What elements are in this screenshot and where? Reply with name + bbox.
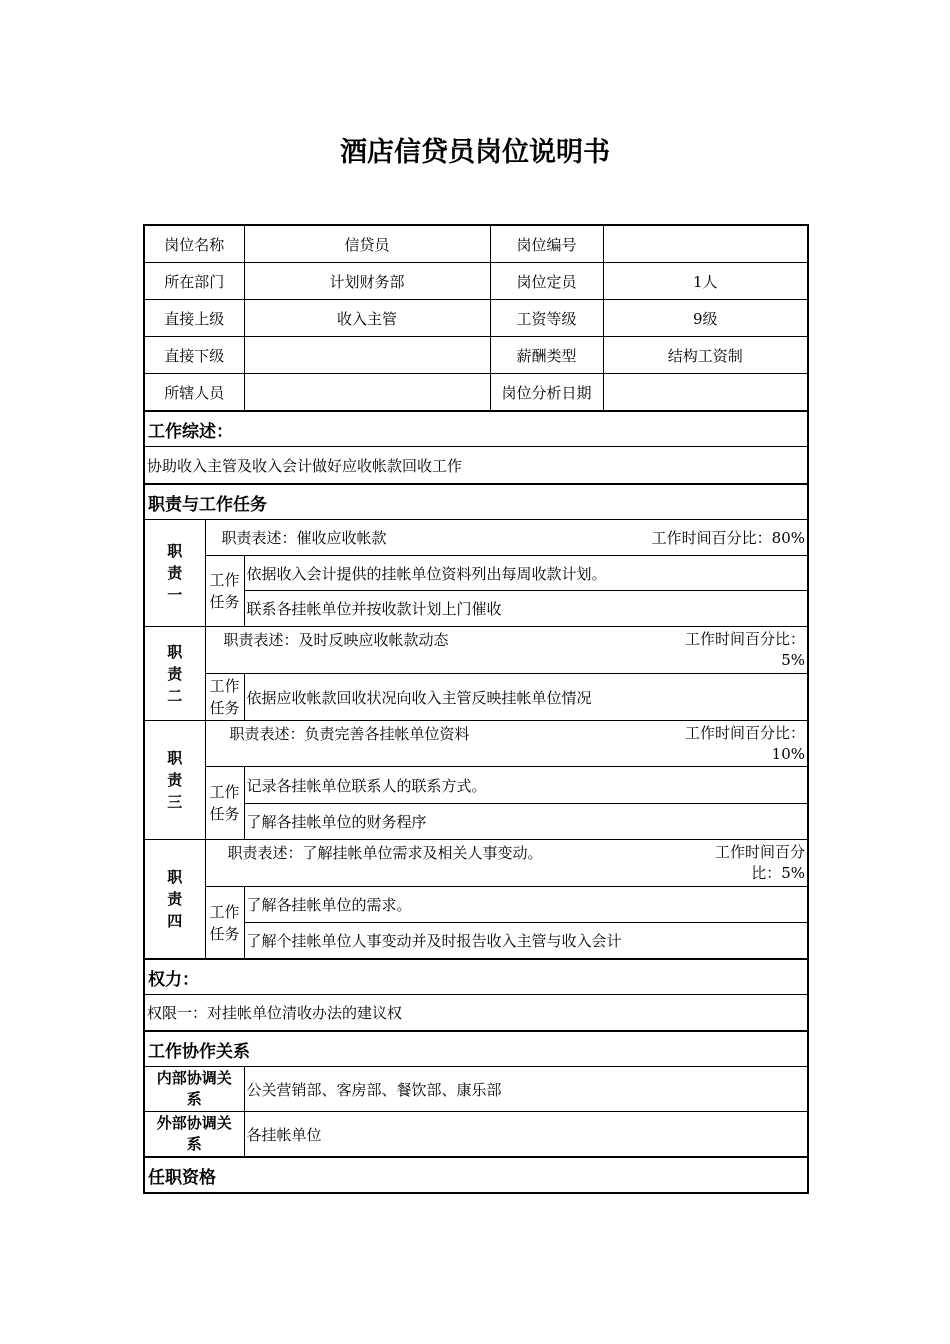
value-cell: 信贷员 [244,225,490,263]
duty-time-percentage: 工作时间百分比：80% [651,529,806,547]
task-label: 工作 任务 [205,887,244,960]
internal-relations-label: 内部协调关 系 [144,1067,244,1112]
duty-label: 职 责 二 [144,627,205,721]
value-cell [244,374,490,412]
summary-text: 协助收入主管及收入会计做好应收帐款回收工作 [144,447,808,485]
value-cell: 9级 [603,300,808,337]
qualifications-heading: 任职资格 [144,1157,808,1193]
task-label: 工作 任务 [205,556,244,627]
value-cell [603,225,808,263]
page-title: 酒店信贷员岗位说明书 [340,137,610,168]
basic-row [144,337,808,374]
task-label: 工作 任务 [205,767,244,840]
label-cell: 岗位编号 [490,225,603,263]
label-cell: 岗位分析日期 [490,374,603,412]
task-item: 了解各挂帐单位的财务程序 [244,804,808,840]
duty-statement: 职责表述：负责完善各挂帐单位资料 [229,725,470,743]
summary-heading: 工作综述： [144,411,808,447]
label-cell: 工资等级 [490,300,603,337]
duty-statement-row [205,840,808,887]
duty-statement: 职责表述：了解挂帐单位需求及相关人事变动。 [227,844,543,862]
basic-row [144,225,808,263]
external-relations-value: 各挂帐单位 [244,1112,808,1158]
duty-statement-row [205,721,808,767]
task-item: 记录各挂帐单位联系人的联系方式。 [244,767,808,804]
task-item: 依据收入会计提供的挂帐单位资料列出每周收款计划。 [244,556,808,591]
duty-statement-row [205,627,808,674]
relations-heading: 工作协作关系 [144,1031,808,1067]
value-cell [244,337,490,374]
job-description-table [143,224,809,1194]
task-item: 依据应收帐款回收状况向收入主管反映挂帐单位情况 [244,674,808,721]
duty-statement: 职责表述：及时反映应收帐款动态 [223,631,449,649]
label-cell: 岗位名称 [144,225,244,263]
duty-time-percentage: 工作时间百分比： 10% [685,724,806,763]
value-cell: 1人 [603,263,808,300]
task-item: 了解个挂帐单位人事变动并及时报告收入主管与收入会计 [244,923,808,960]
value-cell: 结构工资制 [603,337,808,374]
value-cell [603,374,808,412]
basic-row [144,374,808,412]
value-cell: 收入主管 [244,300,490,337]
task-label: 工作 任务 [205,674,244,721]
label-cell: 所在部门 [144,263,244,300]
internal-relations-value: 公关营销部、客房部、餐饮部、康乐部 [244,1067,808,1112]
task-item: 联系各挂帐单位并按收款计划上门催收 [244,591,808,627]
label-cell: 薪酬类型 [490,337,603,374]
external-relations-label: 外部协调关 系 [144,1112,244,1158]
authority-text: 权限一：对挂帐单位清收办法的建议权 [144,995,808,1032]
duty-statement-row [205,520,808,556]
duty-time-percentage: 工作时间百分比： 5% [685,630,806,669]
duties-heading: 职责与工作任务 [144,484,808,520]
label-cell: 直接下级 [144,337,244,374]
basic-row [144,300,808,337]
duty-statement: 职责表述：催收应收帐款 [221,529,387,547]
value-cell: 计划财务部 [244,263,490,300]
duty-label: 职 责 四 [144,840,205,960]
basic-row [144,263,808,300]
label-cell: 所辖人员 [144,374,244,412]
label-cell: 岗位定员 [490,263,603,300]
duty-label: 职 责 一 [144,520,205,627]
authority-heading: 权力： [144,959,808,995]
task-item: 了解各挂帐单位的需求。 [244,887,808,923]
duty-time-percentage: 工作时间百分 比：5% [715,843,806,882]
duty-label: 职 责 三 [144,721,205,840]
label-cell: 直接上级 [144,300,244,337]
